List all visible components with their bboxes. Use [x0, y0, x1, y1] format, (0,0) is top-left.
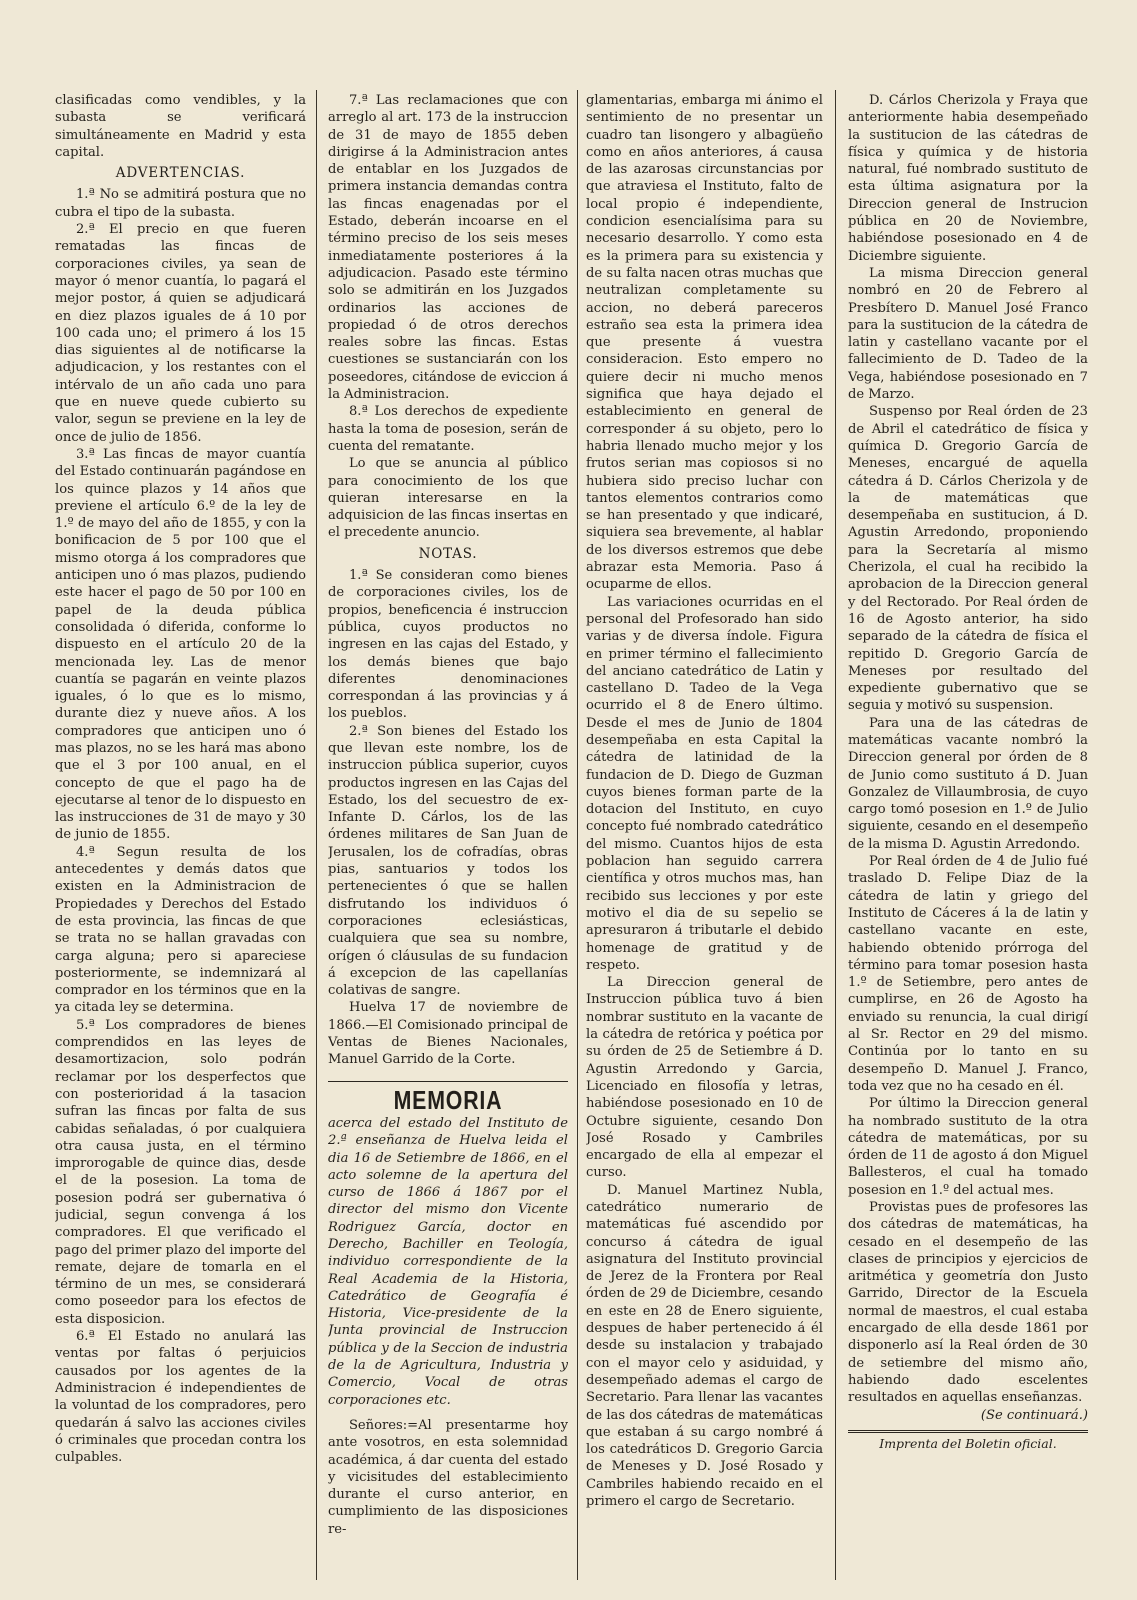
continued-note: (Se continuará.) — [980, 1407, 1088, 1423]
memoria-paragraph: Señores:=Al presentarme hoy ante vosotros, en esta solemnidad académica, á dar cuenta del estado y vicisitudes del establecimiento durante el curso anterior, en cumplimiento de las disposiciones re- — [328, 1417, 568, 1537]
nota-item: 1.ª Se consideran como bienes de corporaciones civiles, los de propios, beneficencia é instruccion pública, cuyos productos no ingresen en las cajas del Estado, y los demás bienes que bajo diferentes denominaciones correspondan á las provincias y á los pueblos. — [328, 568, 568, 722]
paragraph: clasificadas como vendibles, y la subasta se verificará simultáneamente en Madrid y esta capital. — [55, 93, 306, 160]
advertencia-item: 6.ª El Estado no anulará las ventas por faltas ó perjuicios causados por los agentes de la Administracion é independientes de la voluntad de los compradores, pero quedarán á salvo las acciones civiles ó criminales que procedan contra los culpables. — [55, 1329, 306, 1466]
advertencias-heading: ADVERTENCIAS. — [115, 165, 246, 182]
memoria-paragraph: La misma Direccion general nombró en 20 de Febrero al Presbítero D. Manuel José Franco para la sustitucion de la cátedra de latin y castellano vacante por el fallecimiento de D. Tadeo de la Vega, habiéndose posesionado en 7 de Marzo. — [848, 265, 1088, 403]
column-3 — [586, 92, 823, 1580]
nota-item: 2.ª Son bienes del Estado los que llevan este nombre, los de instruccion pública superior, cuyos productos ingresen en las Cajas del Estado, los del secuestro de ex-Infante D. Cárlos, los de las órdenes militares de San Juan de Jerusalen, los de cofradías, obras pias, santuarios y todos los pertenecientes ó que se hallen disfrutando los individuos ó corporaciones eclesiásticas, cualquiera que sea su nombre, orígen ó cláusulas de su fundacion á excepcion de las capellanías colativas de sangre. — [328, 723, 568, 999]
memoria-paragraph: La Direccion general de Instruccion pública tuvo á bien nombrar sustituto en la vacante de la cátedra de retórica y poética por su órden de 25 de Setiembre á D. Agustin Arredondo y Garcia, Licenciado en filosofía y letras, habiéndose posesionado en 10 de Octubre siguiente, cesando Don José Rosado y Cambriles encargado de ella al empezar el curso. — [586, 975, 823, 1181]
memoria-paragraph: glamentarias, embarga mi ánimo el sentimiento de no presentar un cuadro tan lisongero y albagüeño como en años anteriores, á causa de las azarosas circunstancias por que atraviesa el Instituto, falto de local propio é independiente, condicion esencialísima para su necesario desarrollo. Y como esta es la primera para su existencia y de su falta nacen otras muchas que neutralizan completamente su accion, no deberá pareceros estraño sea esta la primera idea que presente á vuestra consideracion. Esto empero no quiere decir ni mucho menos significa que haya dejado el establecimiento en general de corresponder á su objeto, pero lo habria llenado mucho mejor y los frutos serian mas copiosos si no hubiera sido preciso luchar con tantos elementos contrarios como se han presentado y que indicaré, siquiera sea brevemente, al hablar de los diversos estremos que debe abrazar esta Memoria. Paso á ocuparme de ellos. — [586, 93, 823, 593]
column-divider — [577, 90, 578, 1580]
advertencia-item: 3.ª Las fincas de mayor cuantía del Estado continuarán pagándose en los quince plazos y 14 años que previene el artículo 6.º de la ley de 1.º de mayo del año de 1855, y con la bonificacion de 5 por 100 que el mismo otorga á los compradores que anticipen uno ó mas plazos, pudiendo este hacer el pago de 50 por 100 en papel de la deuda pública consolidada ó diferida, conforme lo dispuesto en el artículo 20 de la mencionada ley. Las de menor cuantía se pagarán en veinte plazos iguales, ó lo que es lo mismo, durante diez y nueve años. A los compradores que anticipen uno ó mas plazos, no se les hará mas abono que el 3 por 100 anual, en el concepto de que el pago ha de ejecutarse al tenor de lo dispuesto en las instrucciones de 31 de mayo y 30 de junio de 1855. — [55, 446, 306, 843]
column-divider — [316, 90, 317, 1580]
column-2 — [328, 92, 568, 1580]
printer-imprint: Imprenta del Boletin oficial. — [879, 1435, 1057, 1451]
advertencia-item: 7.ª Las reclamaciones que con arreglo al art. 173 de la instruccion de 31 de mayo de 1855 deben dirigirse á la Administracion antes de entablar en los Juzgados de primera instancia demandas contra las fincas enagenadas por el Estado, deberán incoarse en el término preciso de los seis meses inmediatamente posteriores á la adjudicacion. Pasado este término solo se admitirán en los Juzgados ordinarios las acciones de propiedad ó de otros derechos reales sobre las fincas. Estas cuestiones se sustanciarán con los poseedores, citándose de eviccion á la Administracion. — [328, 93, 568, 403]
advertencia-item: 5.ª Los compradores de bienes comprendidos en las leyes de desamortizacion, solo podrán reclamar por los desperfectos que con posterioridad á la tasacion sufran las fincas por falta de sus cabidas señaladas, ó por cualquiera otra causa justa, en el término improrogable de quince dias, desde el de la posesion. La toma de posesion podrá ser gubernativa ó judicial, segun convenga á los compradores. El que verificado el pago del primer plazo del importe del remate, dejare de tomarla en el término de un mes, se considerará como poseedor para los efectos de esta disposicion. — [55, 1017, 306, 1327]
advertencia-item: 8.ª Los derechos de expediente hasta la toma de posesion, serán de cuenta del rematante. — [328, 404, 568, 454]
printer-rule — [848, 1430, 1088, 1433]
memoria-title: MEMORIA — [393, 1084, 503, 1115]
announcement-paragraph: Lo que se anuncia al público para conocimiento de los que quieran interesarse en la adquisicion de las fincas insertas en el precedente anuncio. — [328, 456, 568, 541]
memoria-paragraph: Para una de las cátedras de matemáticas vacante nombró la Direccion general por órden de 8 de Junio como sustituto á D. Juan Gonzalez de Villaumbrosia, de cuyo cargo tomó posesion en 1.º de Julio siguiente, cesando en el desempeño de la misma D. Agustin Arredondo. — [848, 715, 1088, 852]
signature: Huelva 17 de noviembre de 1866.—El Comisionado principal de Ventas de Bienes Nacionales, Manuel Garrido de la Corte. — [328, 1000, 568, 1068]
memoria-paragraph: D. Cárlos Cherizola y Fraya que anteriormente habia desempeñado la sustitucion de las cátedras de física y química y de historia natural, fué nombrado sustituto de esta última asignatura por la Direccion general de Instrucion pública en 20 de Noviembre, habiéndose posesionado en 4 de Diciembre siguiente. — [848, 93, 1088, 264]
memoria-subtitle: acerca del estado del Instituto de 2.ª enseñanza de Huelva leida el dia 16 de Setiembre de 1866, en el acto solemne de la apertura del curso de 1866 á 1867 por el director del mismo don Vicente Rodriguez García, doctor en Derecho, Bachiller en Teología, individuo correspondiente de la Real Academia de la Historia, Catedrático de Geografía é Historia, Vice-presidente de la Junta provincial de Instruccion pública y de la Seccion de industria de la de Agricultura, Industria y Comercio, Vocal de otras corporaciones etc. — [328, 1115, 568, 1408]
advertencia-item: 1.ª No se admitirá postura que no cubra el tipo de la subasta. — [55, 187, 306, 220]
memoria-paragraph: Suspenso por Real órden de 23 de Abril el catedrático de física y química D. Gregorio García de Meneses, encargué de aquella cátedra á D. Cárlos Cherizola y de la de matemáticas que desempeñaba en sustitucion, á D. Agustin Arredondo, proponiendo para la Secretaría al mismo Cherizola, el cual ha recibido la aprobacion de la Direccion general y del Rectorado. Por Real órden de 16 de Agosto anterior, ha sido separado de la cátedra de física el repitido D. Gregorio García de Meneses por resultado del expediente gubernativo que se seguia y motivó su suspension. — [848, 404, 1088, 714]
memoria-paragraph: Por último la Direccion general ha nombrado sustituto de la otra cátedra de matemáticas, por su órden de 11 de agosto á don Miguel Ballesteros, el cual ha tomado posesion en 1.º del actual mes. — [848, 1096, 1088, 1198]
column-divider — [835, 90, 836, 1580]
memoria-paragraph: D. Manuel Martinez Nubla, catedrático numerario de matemáticas fué ascendido por concurso á cátedra de igual asignatura del Instituto provincial de Jerez de la Frontera por Real órden de 29 de Diciembre, cesando en este en 28 de Enero siguiente, despues de haber pertenecido á él desde su instalacion y trabajado con el mayor celo y asiduidad, y desempeñado ademas el cargo de Secretario. Para llenar las vacantes de las dos cátedras de matemáticas que estaban á su cargo nombré á los catedráticos D. Gregorio Garcia de Meneses y D. José Rosado y Cambriles habiendo recaido en el primero el cargo de Secretario. — [586, 1182, 823, 1510]
advertencia-item: 2.ª El precio en que fueren rematadas las fincas de corporaciones civiles, ya sean de mayor ó menor cuantía, lo pagará el mejor postor, á quien se adjudicará en diez plazos iguales de á 10 por 100 cada uno; el primero á los 15 dias siguientes al de notificarse la adjudicacion, y los restantes con el intérvalo de un año cada uno para que en nueve quede cubierto su valor, segun se previene en la ley de once de julio de 1856. — [55, 222, 306, 445]
section-divider — [328, 1081, 568, 1082]
memoria-paragraph: Por Real órden de 4 de Julio fué traslado D. Felipe Diaz de la cátedra de latin y griego del Instituto de Cáceres á la de latin y castellano vacante en este, habiendo obtenido prórroga del término para tomar posesion hasta 1.º de Setiembre, pero antes de cumplirse, en 26 de Agosto ha enviado su renuncia, la cual dirigí al Sr. Rector en 29 del mismo. Continúa por lo tanto en su desempeño D. Manuel J. Franco, toda vez que no ha cesado en él. — [848, 854, 1088, 1094]
notas-heading: NOTAS. — [418, 545, 478, 562]
column-4 — [848, 92, 1088, 1580]
advertencia-item: 4.ª Segun resulta de los antecedentes y demás datos que existen en la Administracion de Propiedades y Derechos del Estado de esta provincia, las fincas de que se trata no se hallan gravadas con carga alguna; pero si apareciese posteriormente, se indemnizará al comprador en los términos que en la ya citada ley se determina. — [55, 844, 306, 1016]
memoria-paragraph: Provistas pues de profesores las dos cátedras de matemáticas, ha cesado en el desempeño de las clases de principios y ejercicios de aritmética y geometría don Justo Garrido, Director de la Escuela normal de maestros, el cual estaba encargado de ella desde 1861 por disponerlo así la Real órden de 30 de setiembre del mismo año, habiendo dado escelentes resultados en aquellas enseñanzas. — [848, 1200, 1088, 1406]
column-1 — [55, 92, 306, 1580]
memoria-paragraph: Las variaciones ocurridas en el personal del Profesorado han sido varias y de diversa índole. Figura en primer término el fallecimiento del anciano catedrático de Latin y castellano D. Tadeo de la Vega ocurrido el 8 de Enero último. Desde el mes de Junio de 1804 desempeñaba en esta Capital la cátedra de latinidad de la fundacion de D. Diego de Guzman cuyos bienes forman parte de la dotacion del Instituto, en cuyo concepto fué nombrado catedrático del mismo. Cuantos hijos de esta poblacion han seguido carrera científica y otros muchos mas, han recibido sus lecciones y por este motivo el dia de su sepelio se apresuraron á tributarle el debido homenage de gratitud y de respeto. — [586, 594, 823, 973]
